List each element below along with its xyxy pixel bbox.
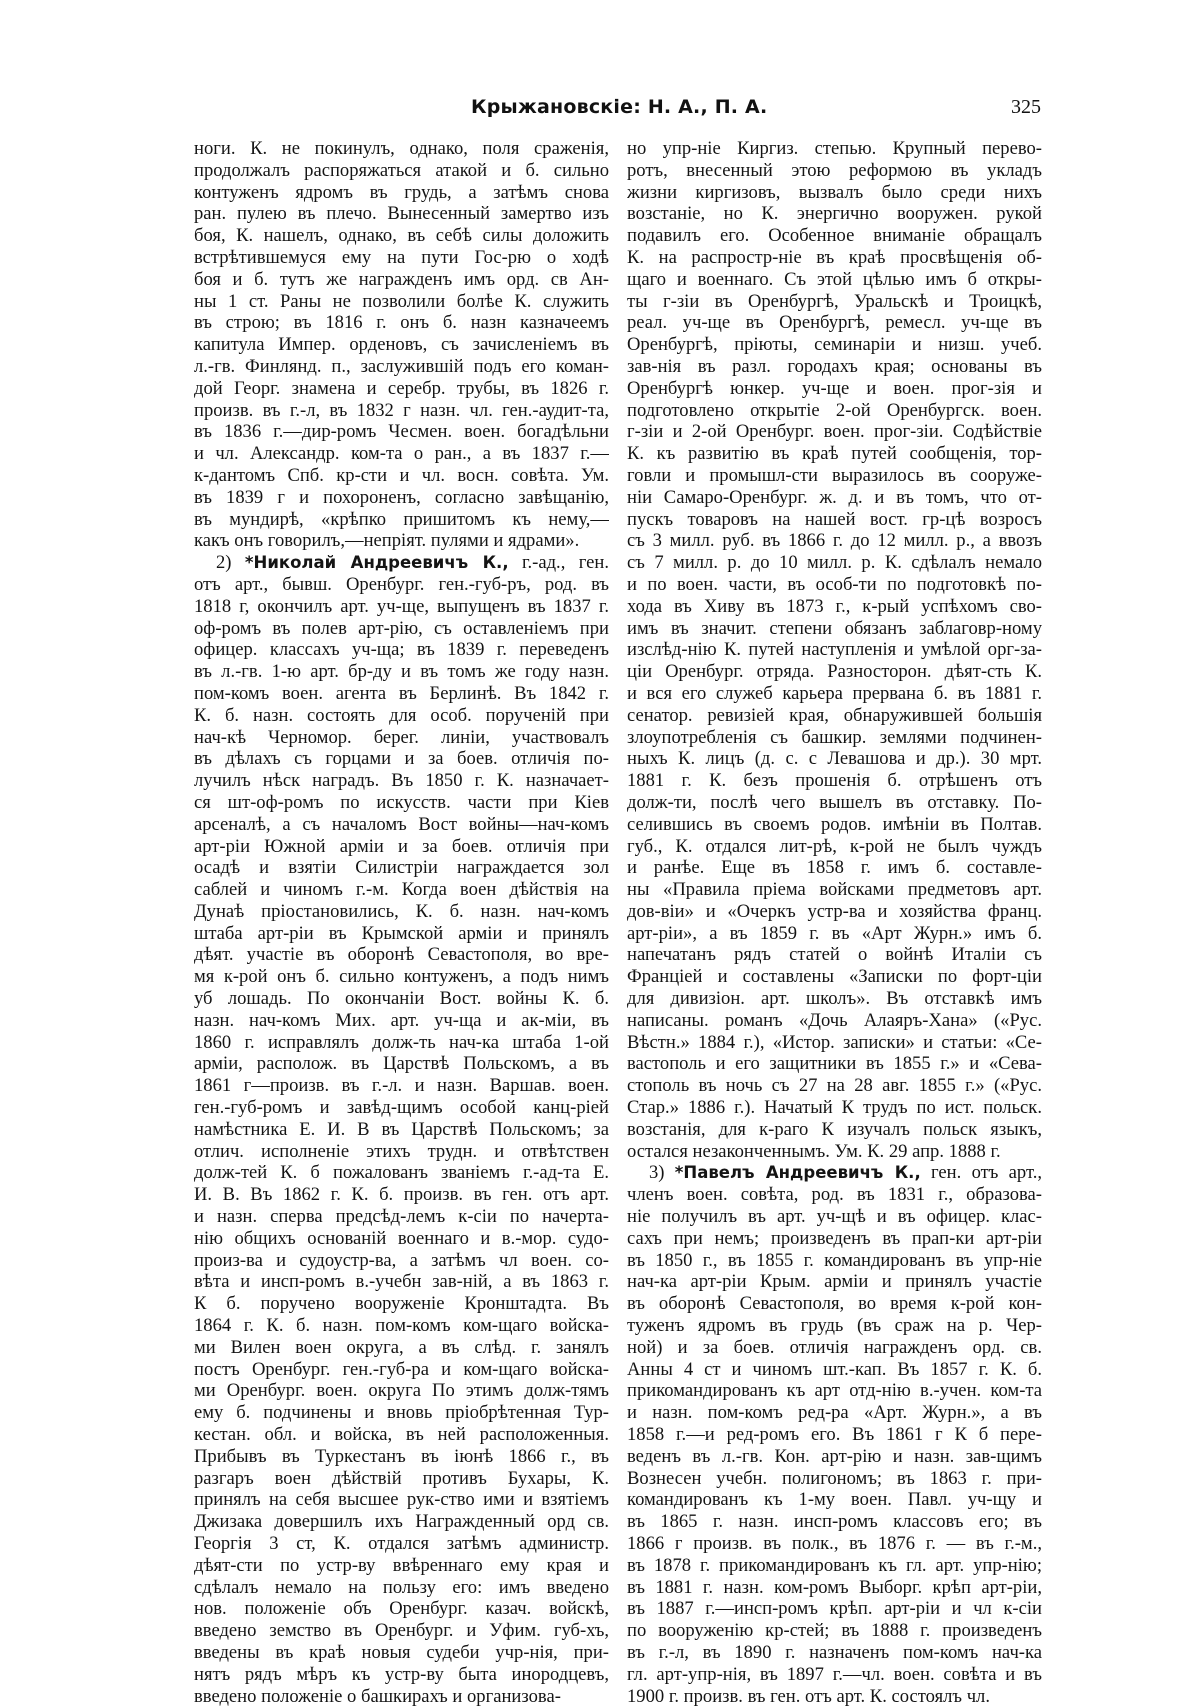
text-line: ціи Оренбург. отряда. Разносторон. дѣят-сть К.	[627, 661, 1042, 683]
text-line: по вооруженію кр-стей; въ 1888 г. произведенъ	[627, 1620, 1042, 1642]
text-line: зав-нія въ разл. городахъ края; основаны въ	[627, 355, 1042, 377]
text-line: нію общихъ основаній военнаго и в.-мор. судо-	[194, 1227, 609, 1249]
text-line: отлич. исполненіе этихъ трудн. и отвѣтствен	[194, 1140, 609, 1162]
text-line: сдѣлалъ немало на пользу его: имъ введено	[194, 1576, 609, 1598]
text-line: ніе получилъ въ арт. уч-щѣ и въ офицер. клас-	[627, 1206, 1042, 1228]
text-line: въ 1850 г., въ 1855 г. командированъ въ упр-ніе	[627, 1249, 1042, 1271]
text-line: введено положеніе о башкирахъ и организова-	[194, 1685, 561, 1707]
running-head: Крыжановскіе: Н. А., П. А.	[471, 96, 768, 118]
text-line: арт-ріи», а въ 1859 г. въ «Арт Журн.» имъ б.	[627, 922, 1042, 944]
text-line: въ 1887 г.—инсп-ромъ крѣп. арт-ріи и чл к-сіи	[627, 1598, 1042, 1620]
text-line: долж-тей К. б пожалованъ званіемъ г.-ад-та Е.	[194, 1162, 609, 1184]
text-line: ему б. подчинены и вновь пріобрѣтенная Тур-	[194, 1402, 609, 1424]
text-line: мя к-рой онъ б. сильно контуженъ, а подъ нимъ	[194, 966, 609, 988]
text-line: селившись въ своемъ родов. имѣніи въ Полтав.	[627, 813, 1042, 835]
text-line: въ 1865 г. назн. инсп-ромъ классовъ его; въ	[627, 1511, 1042, 1533]
text-line: въ л.-гв. 1-ю арт. бр-ду и въ томъ же году назн.	[194, 661, 609, 683]
text-line: Прибывъ въ Туркестанъ въ іюнѣ 1866 г., въ	[194, 1445, 609, 1467]
text-line: штаба арт-ріи въ Крымской арміи и принялъ	[194, 922, 609, 944]
text-line: ся шт-оф-ромъ по искусств. части при Кіев	[194, 791, 609, 813]
text-line: ты г-зіи въ Оренбургѣ, Уральскѣ и Троицкѣ,	[627, 290, 1042, 312]
text-line: пом-комъ воен. агента въ Берлинѣ. Въ 1842 г.	[194, 682, 609, 704]
text-line: реал. уч-ще въ Оренбургѣ, ремесл. уч-ще въ	[627, 312, 1042, 334]
text-line: постъ Оренбург. ген.-губ-ра и ком-щаго войска-	[194, 1358, 609, 1380]
text-line: Вознесен учебн. полигономъ; въ 1863 г. при-	[627, 1467, 1042, 1489]
text-line: произ-ва и судоустр-ва, а затѣмъ чл воен. со-	[194, 1249, 609, 1271]
page-number: 325	[1011, 96, 1041, 118]
text-line: Оренбургѣ юнкер. уч-ще и воен. прог-зія и	[627, 377, 1042, 399]
text-line: Франціей и составлены «Записки по форт-ціи	[627, 966, 1042, 988]
entry-headword: *Павелъ Андреевичъ К.,	[674, 1163, 921, 1183]
text-line: отъ арт., бывш. Оренбург. ген.-губ-ръ, род. въ	[194, 573, 609, 595]
text-line: въ г.-л, въ 1890 г. назначенъ пом-комъ нач-ка	[627, 1641, 1042, 1663]
text-line: хода въ Хиву въ 1873 г., к-рый успѣхомъ сво-	[627, 595, 1042, 617]
text-line: возстанія, для к-раго К изучалъ польск языкъ,	[627, 1118, 1042, 1140]
text-line: членъ воен. совѣта, род. въ 1831 г., образова-	[627, 1184, 1042, 1206]
text-line: какъ онъ говорилъ,—непріят. пулями и ядрами».	[194, 530, 580, 552]
text-line: офицер. классахъ уч-ща; въ 1839 г. переведенъ	[194, 639, 609, 661]
text-line: ной) и за боев. отличія награжденъ орд. св.	[627, 1336, 1042, 1358]
text-line: 1861 г—произв. въ г.-л. и назн. Варшав. воен.	[194, 1075, 609, 1097]
text-line: возстаніе, но К. энергично вооружен. рукой	[627, 203, 1042, 225]
text-line: принялъ на себя высшее рук-ство ими и взятіемъ	[194, 1489, 609, 1511]
text-line: осадѣ и взятіи Силистріи награждается зол	[194, 857, 609, 879]
text-line: Вѣстн.» 1884 г.), «Истор. записки» и статьи: «Се-	[627, 1031, 1042, 1053]
text-line: и ранѣе. Еще въ 1858 г. имъ б. составле-	[627, 857, 1042, 879]
text-line: нач-ка арт-ріи Крым. арміи и принялъ участіе	[627, 1271, 1042, 1293]
text-line: нач-кѣ Черномор. берег. линіи, участвовалъ	[194, 726, 609, 748]
text-line: въ оборонѣ Севастополя, во время к-рой кон-	[627, 1293, 1042, 1315]
text-line: боя и б. тутъ же награжденъ имъ орд. св Ан-	[194, 268, 609, 290]
text-line: Джизака довершилъ ихъ Награжденный орд св.	[194, 1511, 609, 1533]
text-line: к-дантомъ Спб. кр-сти и чл. восн. совѣта. Ум.	[194, 464, 609, 486]
text-line: сенатор. ревизіей края, обнаружившей большія	[627, 704, 1042, 726]
text-line: арт-ріи Южной арміи и за боев. отличія при	[194, 835, 609, 857]
text-line: капитула Импер. орденовъ, съ зачисленіемъ въ	[194, 334, 609, 356]
text-line: ротъ, внесенный этою реформою въ укладъ	[627, 159, 1042, 181]
text-line: подготовлено открытіе 2-ой Оренбургск. воен.	[627, 399, 1042, 421]
text-line: напечатанъ рядъ статей о войнѣ Италіи съ	[627, 944, 1042, 966]
text-line: дой Георг. знамена и серебр. трубы, въ 1826 г.	[194, 377, 609, 399]
text-line: Анны 4 ст и чиномъ шт.-кап. Въ 1857 г. К. б.	[627, 1358, 1042, 1380]
text-line: 1900 г. произв. въ ген. отъ арт. К. состоялъ чл.	[627, 1685, 990, 1707]
text-line: съ 3 милл. руб. въ 1866 г. до 12 милл. р., а ввозъ	[627, 530, 1042, 552]
text-line: остался незаконченнымъ. Ум. К. 29 апр. 1888 г.	[627, 1140, 1001, 1162]
text-line: злоупотребленія съ башкир. землями подчинен-	[627, 726, 1042, 748]
text-line: ген.-губ-ромъ и завѣд-щимъ особой канц-ріей	[194, 1097, 609, 1119]
text-line: но упр-ніе Киргиз. степью. Крупный перево-	[627, 138, 1042, 159]
text-line: дов-віи» и «Очеркъ устр-ва и хозяйства франц.	[627, 900, 1042, 922]
text-line: произв. въ г.-л, въ 1832 г назн. чл. ген.-аудит-та,	[194, 399, 609, 421]
text-line: и по воен. части, въ особ-ти по подготовкѣ по-	[627, 573, 1042, 595]
text-line: К. на распростр-ніе въ краѣ просвѣщенія об-	[627, 246, 1042, 268]
text-line: уб лошадь. По окончаніи Вост. войны К. б.	[194, 988, 609, 1010]
text-line: сахъ при немъ; произведенъ въ прап-ки арт-ріи	[627, 1227, 1042, 1249]
text-line: ноги. К. не покинулъ, однако, поля сраженія,	[194, 138, 609, 159]
text-line: арсеналѣ, а съ началомъ Вост войны—нач-комъ	[194, 813, 609, 835]
text-line: подавилъ его. Особенное вниманіе обращалъ	[627, 225, 1042, 247]
text-line: и вся его служеб карьера прервана б. въ 1881 г.	[627, 682, 1042, 704]
text-line: вѣта и инсп-ромъ в.-учебн зав-ній, а въ 1863 г.	[194, 1271, 609, 1293]
text-line: дѣят. участіе въ оборонѣ Севастополя, во вре-	[194, 944, 609, 966]
text-line: г-зіи и 2-ой Оренбург. воен. прог-зіи. Содѣйствіе	[627, 421, 1042, 443]
text-line: продолжалъ распоряжаться атакой и б. сильно	[194, 159, 609, 181]
text-line: введены въ краѣ новыя судеби учр-нія, при-	[194, 1641, 609, 1663]
text-line: нятъ рядъ мѣръ къ устр-ву быта инородцевъ,	[194, 1663, 609, 1685]
text-line: гл. арт-упр-нія, въ 1897 г.—чл. воен. совѣта и въ	[627, 1663, 1042, 1685]
text-line: въ 1881 г. назн. ком-ромъ Выборг. крѣп арт-ріи,	[627, 1576, 1042, 1598]
text-line: веденъ въ л.-гв. Кон. арт-рію и назн. зав-щимъ	[627, 1445, 1042, 1467]
text-line: арміи, располож. въ Царствѣ Польскомъ, а въ	[194, 1053, 609, 1075]
text-line: туженъ ядромъ въ грудь (въ сраж на р. Чер-	[627, 1315, 1042, 1337]
text-line: К. къ развитію въ краѣ путей сообщенія, тор-	[627, 443, 1042, 465]
text-line: жизни киргизовъ, вызвалъ было среди нихъ	[627, 181, 1042, 203]
entry-headword: *Николай Андреевичъ К.,	[244, 553, 509, 573]
text-line: для дивизіон. арт. школъ». Въ отставкѣ имъ	[627, 988, 1042, 1010]
text-line: въ дѣлахъ съ горцами и за боев. отличія по-	[194, 748, 609, 770]
text-line: долж-ти, послѣ чего вышелъ въ отставку. По-	[627, 791, 1042, 813]
text-line: ми Оренбург. воен. округа По этимъ долж-тямъ	[194, 1380, 609, 1402]
text-line: въ 1839 г и похороненъ, согласно завѣщанію,	[194, 486, 609, 508]
text-line: лучилъ нѣск наградъ. Въ 1850 г. К. назначает-	[194, 770, 609, 792]
text-line: И. В. Въ 1862 г. К. б. произв. въ ген. отъ арт.	[194, 1184, 609, 1206]
text-line: губ., К. отдался лит-рѣ, к-рой не былъ чуждъ	[627, 835, 1042, 857]
text-line: ны «Правила пріема войсками предметовъ арт.	[627, 879, 1042, 901]
text-line: Дунаѣ пріостановились, К. б. назн. нач-комъ	[194, 900, 609, 922]
text-line: и назн. пом-комъ ред-ра «Арт. Журн.», а въ	[627, 1402, 1042, 1424]
left-column	[194, 138, 609, 1707]
text-line: ныхъ К. лицъ (д. с. с Левашова и др.). 30 мрт.	[627, 748, 1042, 770]
text-line: щаго и военнаго. Съ этой цѣлью имъ б откры-	[627, 268, 1042, 290]
text-line: Георгія 3 ст, К. отдался затѣмъ администр.	[194, 1533, 609, 1554]
text-line: въ строю; въ 1816 г. онъ б. назн казначеемъ	[194, 312, 609, 334]
text-line: введено земство въ Оренбург. и Уфим. губ-хъ,	[194, 1620, 609, 1642]
text-line: 1866 г произв. въ полк., въ 1876 г. — въ г.-м.,	[627, 1533, 1042, 1554]
text-line: встрѣтившемуся ему на пути Гос-рю о ходѣ	[194, 246, 609, 268]
text-line: кестан. обл. и войска, въ ней расположенныя.	[194, 1424, 609, 1446]
text-line: Оренбургѣ, пріюты, семинаріи и низш. учеб.	[627, 334, 1042, 356]
text-line: разгаръ воен дѣйствій противъ Бухары, К.	[194, 1467, 609, 1489]
right-column	[627, 138, 1042, 1707]
text-line: и чл. Александр. ком-та о ран., а въ 1837 г.—	[194, 443, 609, 465]
text-line: л.-гв. Финлянд. п., заслужившій подъ его коман-	[194, 355, 609, 377]
text-line: пускъ товаровъ на нашей вост. гр-цѣ возросъ	[627, 508, 1042, 530]
text-line: говли и промышл-сти выразилось въ сооруже-	[627, 464, 1042, 486]
text-line: 1858 г.—и ред-ромъ его. Въ 1861 г К б пере-	[627, 1424, 1042, 1446]
text-line: ран. пулею въ плечо. Вынесенный замертво изъ	[194, 203, 609, 225]
text-line: ніи Самаро-Оренбург. ж. д. и въ томъ, что от-	[627, 486, 1042, 508]
text-line: намѣстника Е. И. В въ Царствѣ Польскомъ; за	[194, 1118, 609, 1140]
text-line: саблей и чиномъ г.-м. Когда воен дѣйствія на	[194, 879, 609, 901]
text-line: прикомандированъ къ арт отд-нію в.-учен. ком-та	[627, 1380, 1042, 1402]
text-line: написаны. романъ «Дочь Алаяръ-Хана» («Рус.	[627, 1009, 1042, 1031]
text-line: 1881 г. К. безъ прошенія б. отрѣшенъ отъ	[627, 770, 1042, 792]
text-line: 1864 г. К. б. назн. пом-комъ ком-щаго войска-	[194, 1315, 609, 1337]
text-line: оф-ромъ въ полев арт-рію, съ оставленіемъ при	[194, 617, 609, 639]
text-line: въ 1878 г. прикомандированъ къ гл. арт. упр-нію;	[627, 1554, 1042, 1576]
text-line: ми Вилен воен округа, а въ слѣд. г. занялъ	[194, 1336, 609, 1358]
text-line: боя, К. нашелъ, однако, въ себѣ силы доложить	[194, 225, 609, 247]
text-line: ны 1 ст. Раны не позволили болѣе К. служить	[194, 290, 609, 312]
text-line: имъ въ значит. степени обязанъ заблаговр-ному	[627, 617, 1042, 639]
text-line: К б. поручено вооруженіе Кронштадта. Въ	[194, 1293, 609, 1315]
text-line: Стар.» 1886 г.). Начатый К трудъ по ист. польск.	[627, 1097, 1042, 1119]
text-line: стополь въ ночь съ 27 на 28 авг. 1855 г.» («Рус.	[627, 1075, 1042, 1097]
text-line: съ 7 милл. р. до 10 милл. р. К. сдѣлалъ немало	[627, 552, 1042, 574]
text-line: въ 1836 г.—дир-ромъ Чесмен. воен. богадѣльни	[194, 421, 609, 443]
text-line: 1860 г. исправлялъ долж-ть нач-ка штаба 1-ой	[194, 1031, 609, 1053]
text-line: контуженъ ядромъ въ грудь, а затѣмъ снова	[194, 181, 609, 203]
text-line: 2) *Николай Андреевичъ К., г.-ад., ген.	[216, 552, 609, 574]
text-line: въ мундирѣ, «крѣпко пришитомъ къ нему,—	[194, 508, 609, 530]
text-line: назн. нач-комъ Мих. арт. уч-ща и ак-міи, въ	[194, 1009, 609, 1031]
text-line: изслѣд-нію К. путей наступленія и умѣлой орг-за-	[627, 639, 1042, 661]
text-line: дѣят-сти по устр-ву ввѣреннаго ему края и	[194, 1554, 609, 1576]
text-line: 1818 г, окончилъ арт. уч-ще, выпущенъ въ 1837 г.	[194, 595, 609, 617]
text-line: К. б. назн. состоять для особ. порученій при	[194, 704, 609, 726]
text-line: вастополь и его защитники въ 1855 г.» и «Сева-	[627, 1053, 1042, 1075]
text-line: командированъ къ 1-му воен. Павл. уч-щу и	[627, 1489, 1042, 1511]
text-line: 3) *Павелъ Андреевичъ К., ген. отъ арт.,	[649, 1162, 1042, 1184]
text-line: нов. положеніе объ Оренбург. казач. войскѣ,	[194, 1598, 609, 1620]
text-line: и назн. сперва предсѣд-лемъ к-сіи по начерта-	[194, 1206, 609, 1228]
